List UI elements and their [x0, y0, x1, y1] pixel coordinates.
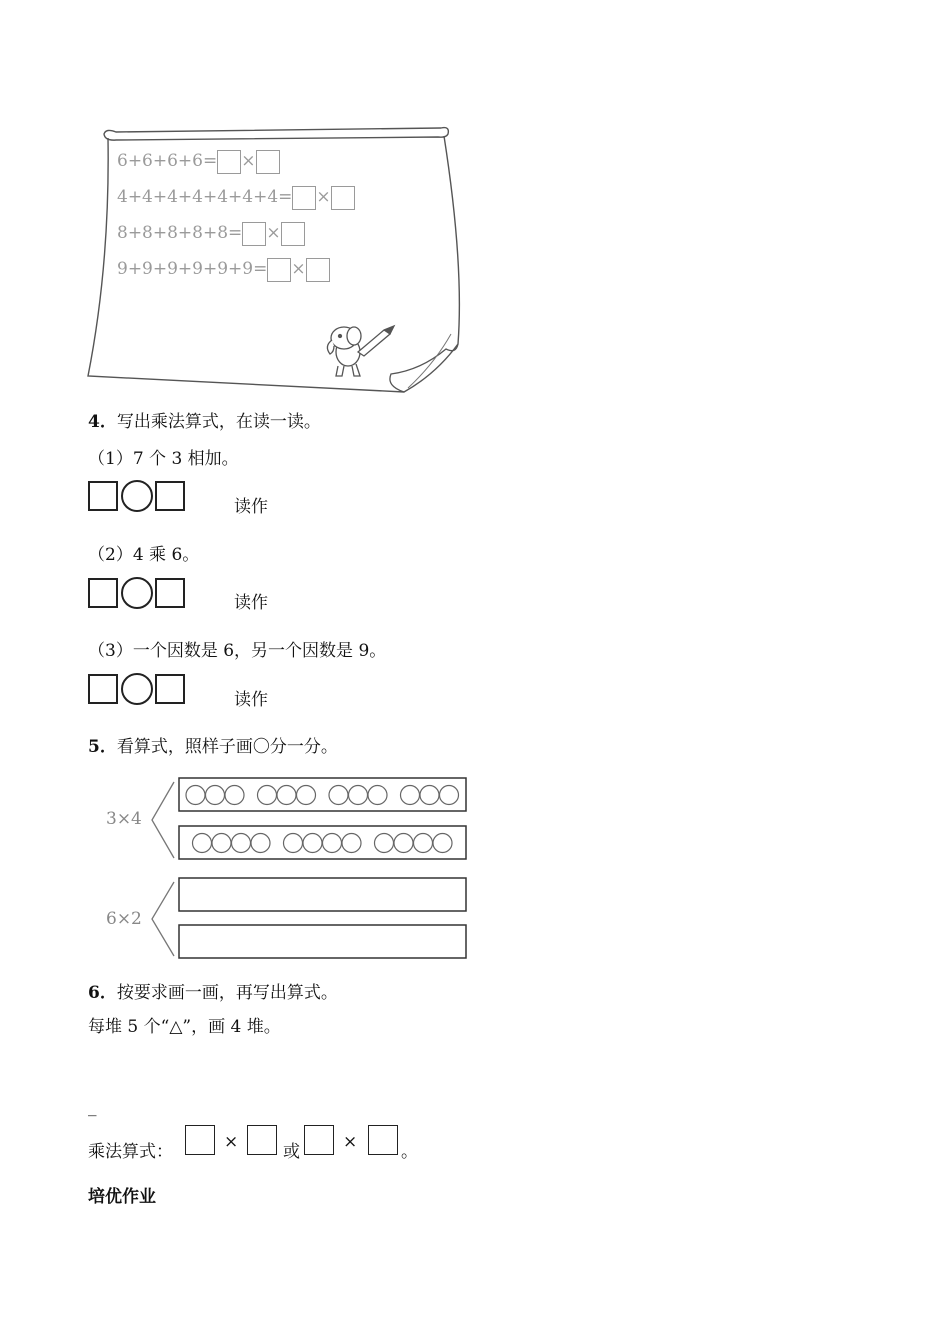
q6-title: 按要求画一画，再写出算式。 — [116, 983, 338, 1003]
q5-answer-row-2 — [179, 925, 466, 958]
poster-answer-box[interactable] — [242, 222, 266, 246]
q4-item-1-read-label: 读作 — [234, 497, 268, 517]
elephant-icon — [327, 326, 394, 376]
q4-item-1-box-left[interactable] — [88, 481, 118, 511]
q6-answer-box-1[interactable] — [185, 1125, 215, 1155]
q6-answer-box-4[interactable] — [368, 1125, 398, 1155]
poster-answer-box[interactable] — [256, 150, 280, 174]
poster-equation-4: 9+9+9+9+9+9= — [117, 259, 268, 279]
q4-item-3-prompt: （3）一个因数是 6，另一个因数是 9。 — [88, 641, 387, 661]
q4-item-3-operator-circle[interactable] — [121, 673, 153, 705]
q6-or: 或 — [283, 1142, 300, 1162]
q5-number: 5． — [88, 737, 117, 757]
poster-answer-box[interactable] — [331, 186, 355, 210]
q4-item-2-prompt: （2）4 乘 6。 — [88, 545, 200, 565]
q4-number: 4． — [88, 412, 117, 432]
poster-equation-1: 6+6+6+6= — [117, 151, 218, 171]
q4-item-3-box-left[interactable] — [88, 674, 118, 704]
q5-heading — [88, 736, 338, 758]
q6-answer-box-2[interactable] — [247, 1125, 277, 1155]
q6-period: 。 — [401, 1142, 418, 1162]
q6-heading — [88, 982, 338, 1004]
q4-item-2-box-right[interactable] — [155, 578, 185, 608]
q5-label-6x2: 6×2 — [106, 909, 142, 929]
q5-label-3x4: 3×4 — [106, 809, 142, 829]
section-title: 培优作业 — [88, 1187, 156, 1207]
q6-dash: _ — [88, 1097, 97, 1117]
q6-answer-box-3[interactable] — [304, 1125, 334, 1155]
q6-times-2: × — [343, 1132, 358, 1152]
q5-example-row-1 — [179, 778, 466, 811]
q4-item-2-read-label: 读作 — [234, 593, 268, 613]
q6-formula-label: 乘法算式： — [88, 1142, 173, 1162]
q4-item-1-box-right[interactable] — [155, 481, 185, 511]
q4-item-3-read-label: 读作 — [234, 690, 268, 710]
poster-answer-box[interactable] — [217, 150, 241, 174]
q4-item-3-box-right[interactable] — [155, 674, 185, 704]
poster-answer-box[interactable] — [267, 258, 291, 282]
q5-figure — [100, 774, 472, 964]
q4-item-1-operator-circle[interactable] — [121, 480, 153, 512]
poster-equation-3: 8+8+8+8+8= — [117, 223, 243, 243]
q5-grouping-diagram — [100, 774, 472, 964]
poster-answer-box[interactable] — [306, 258, 330, 282]
q4-item-1-prompt: （1）7 个 3 相加。 — [88, 449, 239, 469]
q5-answer-row-1 — [179, 878, 466, 911]
q6-subtitle: 每堆 5 个“△”，画 4 堆。 — [88, 1017, 281, 1037]
poster: 6+6+6+6= × 4+4+4+4+4+4+4= × 8+8+8+8+8= × 9+9+9+9+9+9= × — [86, 124, 466, 399]
q4-item-2-box-left[interactable] — [88, 578, 118, 608]
q5-title: 看算式，照样子画〇分一分。 — [116, 737, 338, 757]
poster-equation-2: 4+4+4+4+4+4+4= — [117, 187, 293, 207]
poster-answer-box[interactable] — [292, 186, 316, 210]
q4-item-2-operator-circle[interactable] — [121, 577, 153, 609]
q6-times-1: × — [224, 1132, 239, 1152]
q6-number: 6． — [88, 983, 117, 1003]
q4-title: 写出乘法算式，在读一读。 — [116, 412, 321, 432]
q4-heading — [88, 411, 321, 433]
poster-answer-box[interactable] — [281, 222, 305, 246]
